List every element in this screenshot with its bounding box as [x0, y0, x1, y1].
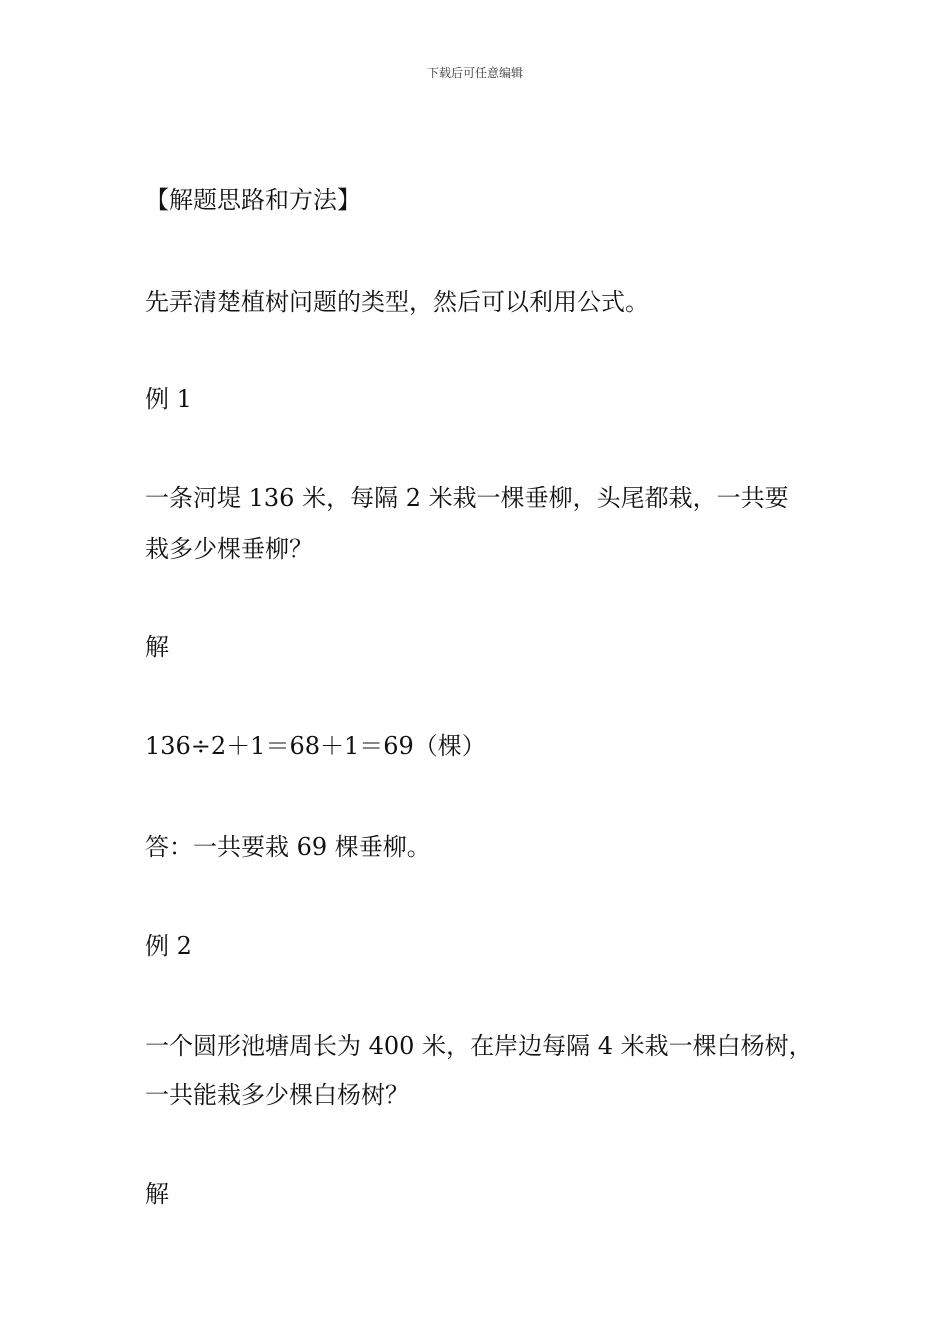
example2-solution-label: 解: [145, 1180, 169, 1208]
example1-solution-label: 解: [145, 633, 169, 661]
example1-label: 例 1: [145, 385, 192, 413]
example1-question-line2: 栽多少棵垂柳？: [145, 535, 313, 563]
page-header: 下载后可任意编辑: [426, 66, 523, 80]
example2-question-line1: 一个圆形池塘周长为 400 米，在岸边每隔 4 米栽一棵白杨树，: [145, 1032, 813, 1060]
section-title: 【解题思路和方法】: [145, 186, 361, 214]
example2-label: 例 2: [145, 932, 192, 960]
example2-question-line2: 一共能栽多少棵白杨树？: [145, 1081, 409, 1109]
intro-paragraph: 先弄清楚植树问题的类型，然后可以利用公式。: [145, 288, 649, 316]
example1-question-line1: 一条河堤 136 米，每隔 2 米栽一棵垂柳，头尾都栽，一共要: [145, 484, 789, 512]
example1-answer: 答：一共要栽 69 棵垂柳。: [145, 833, 431, 861]
example1-calculation: 136÷2＋1＝68＋1＝69（棵）: [145, 732, 486, 760]
